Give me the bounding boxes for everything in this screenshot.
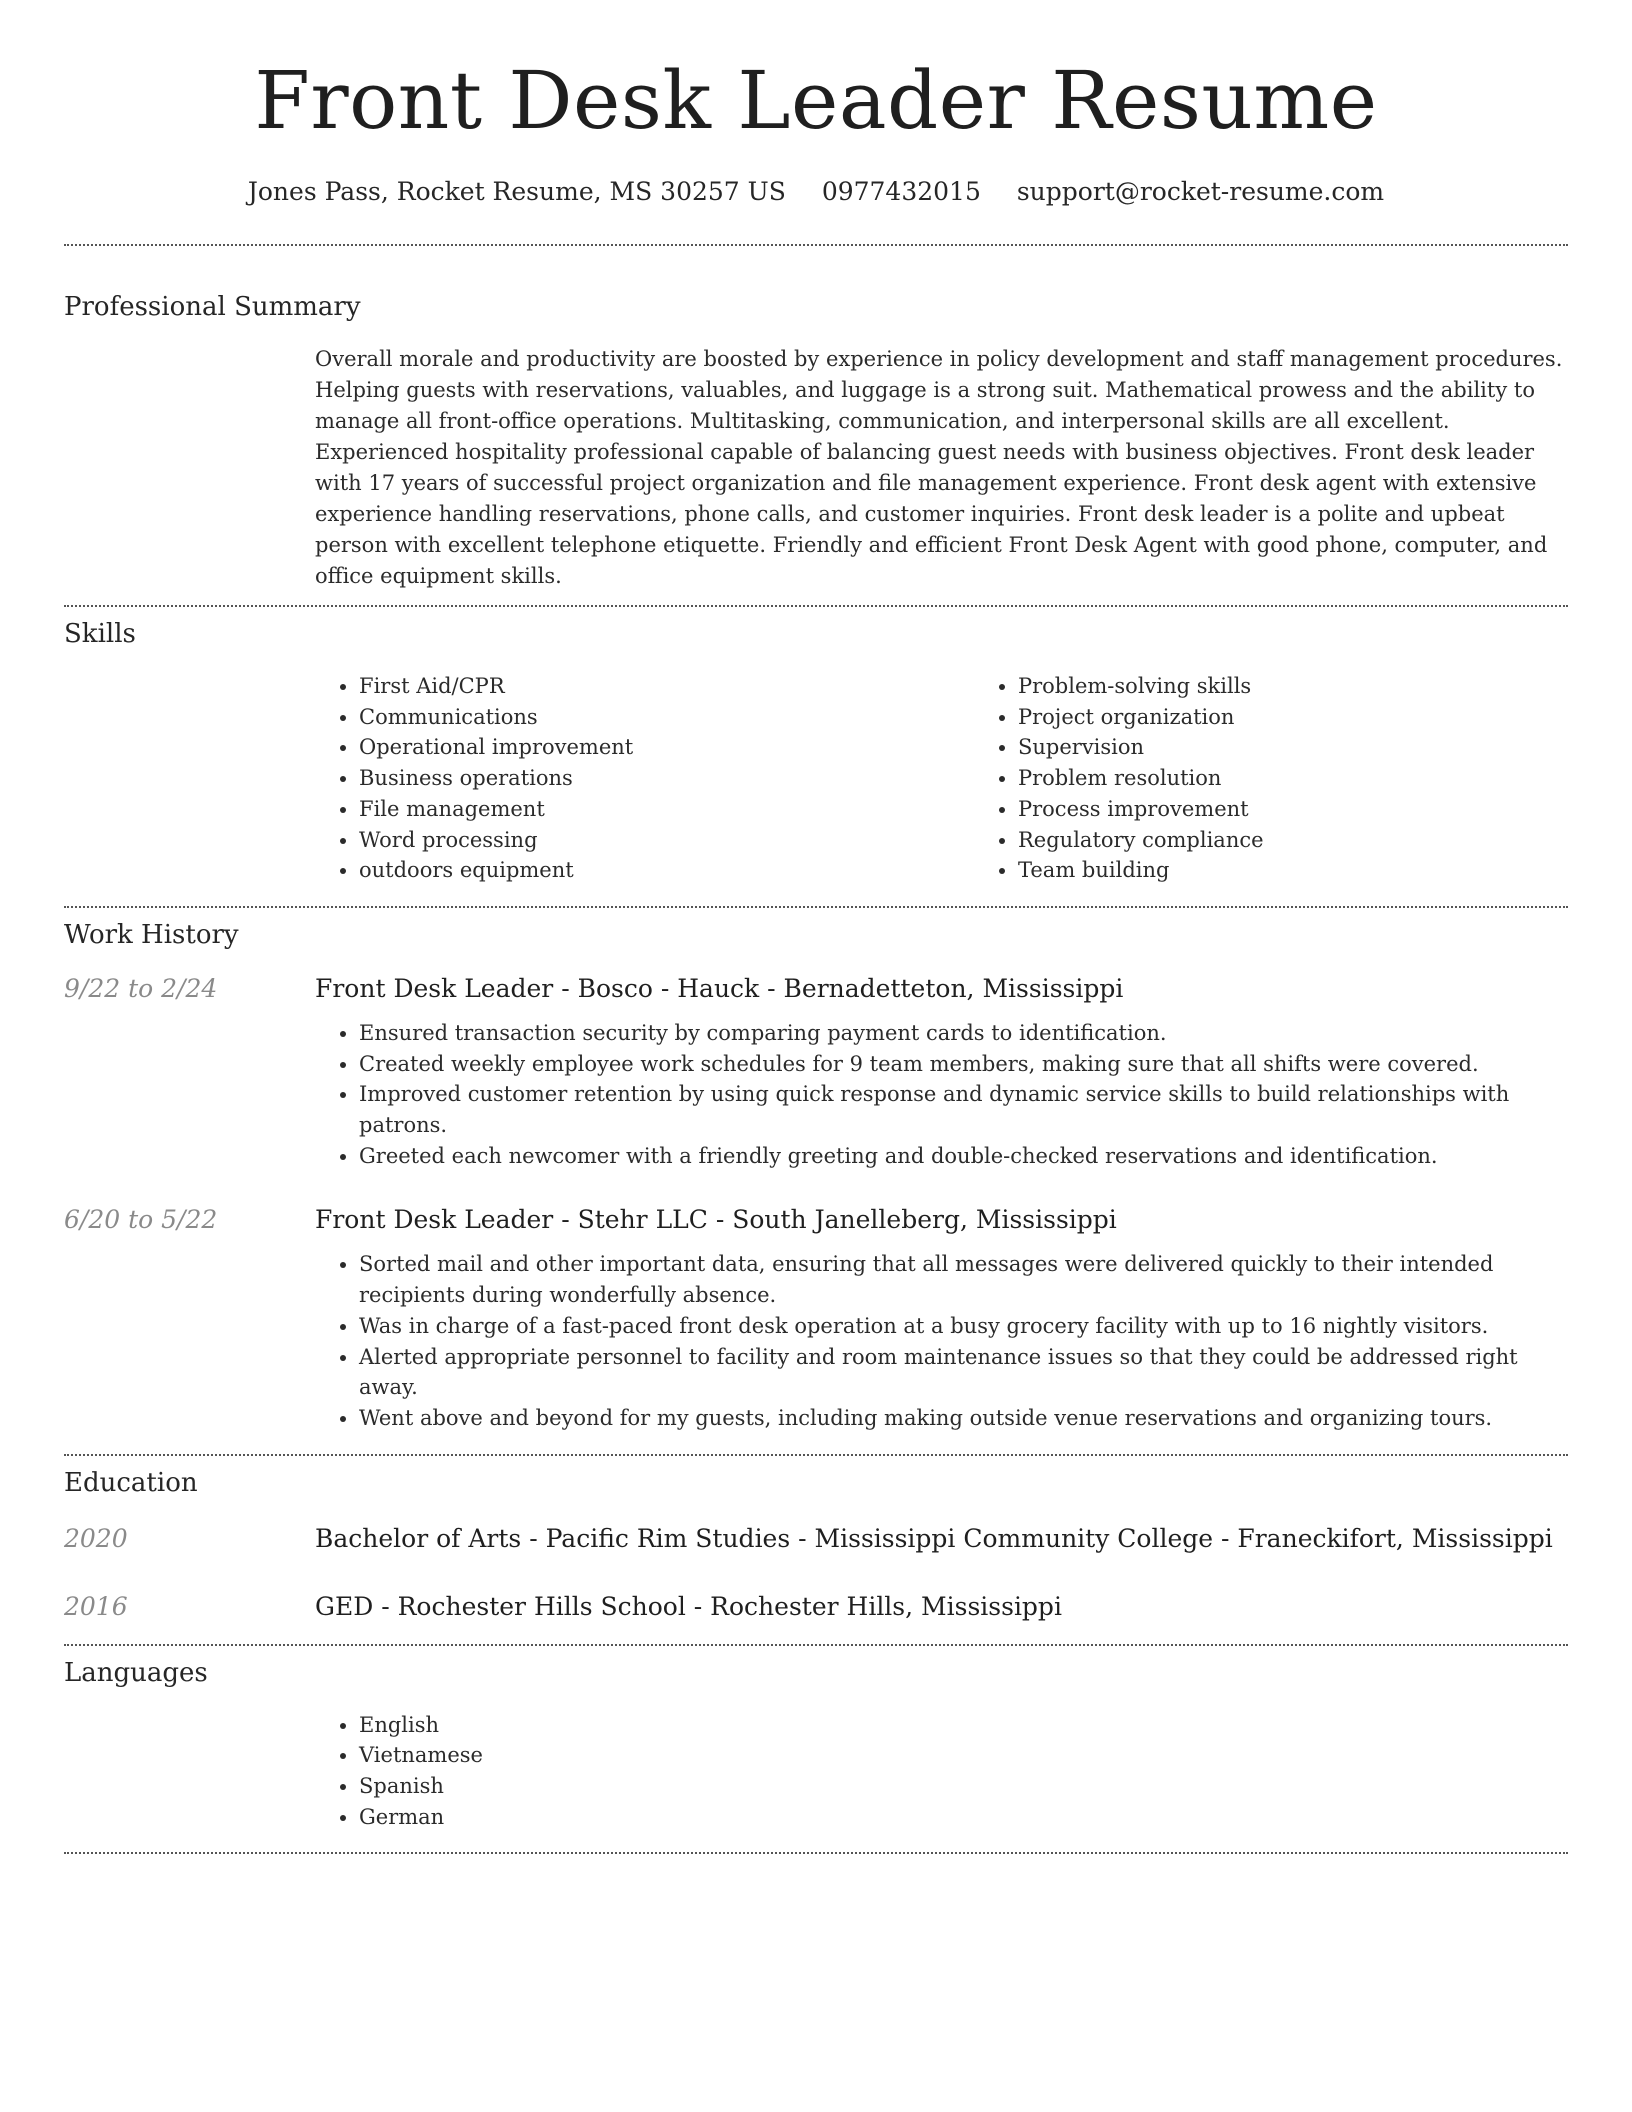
skill-item: • Team building: [1018, 855, 1632, 886]
section-divider: [64, 1644, 1568, 1646]
languages-list: [315, 1710, 1568, 1833]
skills-list-left: [315, 671, 974, 886]
job-entry: [64, 972, 1568, 1172]
skill-item: • outdoors equipment: [359, 855, 974, 886]
education-detail: GED - Rochester Hills School - Rochester Hills, Mississippi: [315, 1591, 1062, 1621]
summary-text: Overall morale and productivity are boosted by experience in policy development and staff management procedures. Helping guests with reservations, valuables, and luggage is a strong suit. Mathematical prowess and the ability to manage all front-office operations. Multitasking, communication, and interpersonal skills are all excellent. Experienced hospitality professional capable of balancing guest needs with business objectives. Front desk leader with 17 years of successful project organization and file management experience. Front desk agent with extensive experience handling reservations, phone calls, and customer inquiries. Front desk leader is a polite and upbeat person with excellent telephone etiquette. Friendly and efficient Front Desk Agent with good phone, computer, and office equipment skills.: [315, 347, 1563, 588]
resume-title: Front Desk Leader Resume: [254, 54, 1378, 147]
job-bullet: • Improved customer retention by using quick response and dynamic service skills to build relationships with patrons.: [359, 1079, 1568, 1140]
education-detail: Bachelor of Arts - Pacific Rim Studies - Mississippi Community College - Franeckifort, Mississippi: [315, 1523, 1553, 1553]
education-year: 2020: [64, 1523, 128, 1553]
skill-item: • First Aid/CPR: [359, 671, 974, 702]
skill-item: • Operational improvement: [359, 732, 974, 763]
skill-item: • Word processing: [359, 825, 974, 856]
job-heading: Front Desk Leader - Bosco - Hauck - Bernadetteton, Mississippi: [315, 973, 1124, 1003]
contact-address: Jones Pass, Rocket Resume, MS 30257 US: [247, 177, 786, 206]
skills-section: [64, 617, 1568, 886]
job-bullet: • Created weekly employee work schedules for 9 team members, making sure that all shifts were covered.: [359, 1049, 1568, 1080]
language-item: • German: [359, 1802, 1568, 1833]
education-entry: [64, 1522, 1568, 1556]
job-dates: 6/20 to 5/22: [64, 1205, 218, 1235]
skills-list-right: [974, 671, 1632, 886]
section-divider: [64, 1852, 1568, 1854]
language-item: • Vietnamese: [359, 1740, 1568, 1771]
section-divider: [64, 906, 1568, 908]
job-bullet: • Alerted appropriate personnel to facility and room maintenance issues so that they could be addressed right away.: [359, 1342, 1568, 1403]
contact-line: [64, 176, 1568, 208]
skill-item: • Problem resolution: [1018, 763, 1632, 794]
skill-item: • Regulatory compliance: [1018, 825, 1632, 856]
job-bullet: • Was in charge of a fast-paced front desk operation at a busy grocery facility with up to 16 nightly visitors.: [359, 1311, 1568, 1342]
languages-heading: Languages: [64, 1657, 208, 1688]
job-bullet: • Sorted mail and other important data, ensuring that all messages were delivered quickly to their intended recipients during wonderfully absence.: [359, 1249, 1568, 1310]
job-bullets: [315, 1018, 1568, 1172]
skill-item: • Communications: [359, 702, 974, 733]
work-history-section: [64, 918, 1568, 1434]
contact-email: support@rocket-resume.com: [1016, 177, 1385, 206]
education-entry: [64, 1590, 1568, 1624]
skills-heading: Skills: [64, 619, 136, 649]
skill-item: • File management: [359, 794, 974, 825]
job-dates: 9/22 to 2/24: [64, 973, 218, 1003]
job-bullet: • Greeted each newcomer with a friendly greeting and double-checked reservations and identification.: [359, 1141, 1568, 1172]
skill-item: • Project organization: [1018, 702, 1632, 733]
education-year: 2016: [64, 1591, 128, 1621]
job-heading: Front Desk Leader - Stehr LLC - South Janelleberg, Mississippi: [315, 1205, 1117, 1235]
skill-item: • Process improvement: [1018, 794, 1632, 825]
job-bullet: • Ensured transaction security by comparing payment cards to identification.: [359, 1018, 1568, 1049]
job-bullet: • Went above and beyond for my guests, including making outside venue reservations and organizing tours.: [359, 1403, 1568, 1434]
section-divider: [64, 1454, 1568, 1456]
languages-section: [64, 1656, 1568, 1833]
work-history-heading: Work History: [64, 919, 239, 950]
skill-item: • Problem-solving skills: [1018, 671, 1632, 702]
summary-heading: Professional Summary: [64, 292, 361, 322]
job-entry: [64, 1203, 1568, 1433]
skill-item: • Business operations: [359, 763, 974, 794]
skill-item: • Supervision: [1018, 732, 1632, 763]
education-section: [64, 1466, 1568, 1624]
contact-phone: 0977432015: [821, 177, 981, 206]
education-heading: Education: [64, 1467, 198, 1498]
language-item: • English: [359, 1710, 1568, 1741]
section-divider: [64, 605, 1568, 607]
summary-section: [64, 290, 1568, 592]
language-item: • Spanish: [359, 1771, 1568, 1802]
section-divider: [64, 244, 1568, 246]
job-bullets: [315, 1249, 1568, 1433]
